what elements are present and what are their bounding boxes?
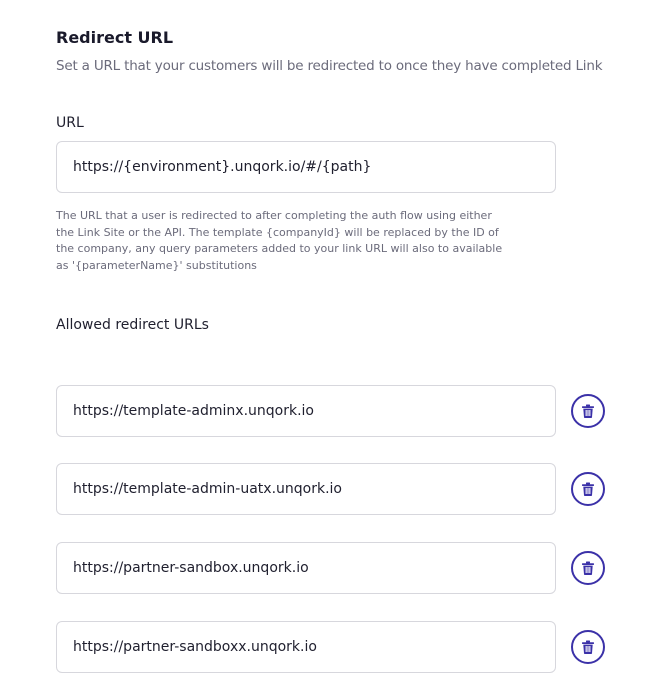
- delete-url-button[interactable]: [571, 551, 605, 585]
- allowed-url-input[interactable]: https://template-adminx.unqork.io: [56, 385, 556, 437]
- allowed-urls-label: Allowed redirect URLs: [56, 317, 209, 333]
- allowed-url-input[interactable]: https://partner-sandbox.unqork.io: [56, 542, 556, 594]
- trash-icon: [581, 482, 595, 496]
- url-input[interactable]: https://{environment}.unqork.io/#/{path}: [56, 141, 556, 193]
- allowed-url-input[interactable]: https://template-admin-uatx.unqork.io: [56, 463, 556, 515]
- url-field-label: URL: [56, 115, 84, 131]
- delete-url-button[interactable]: [571, 630, 605, 664]
- url-help-text: The URL that a user is redirected to after completing the auth flow using either the Link Site or the API. The template {companyId} will be replaced by the ID of the company, any query parameters added to your link URL will also to available as '{parameterName}' substitutions: [56, 209, 503, 272]
- section-title: Redirect URL: [56, 28, 174, 47]
- trash-icon: [581, 404, 595, 418]
- delete-url-button[interactable]: [571, 472, 605, 506]
- section-description: Set a URL that your customers will be redirected to once they have completed Link: [56, 58, 603, 74]
- delete-url-button[interactable]: [571, 394, 605, 428]
- trash-icon: [581, 640, 595, 654]
- trash-icon: [581, 561, 595, 575]
- allowed-url-input[interactable]: https://partner-sandboxx.unqork.io: [56, 621, 556, 673]
